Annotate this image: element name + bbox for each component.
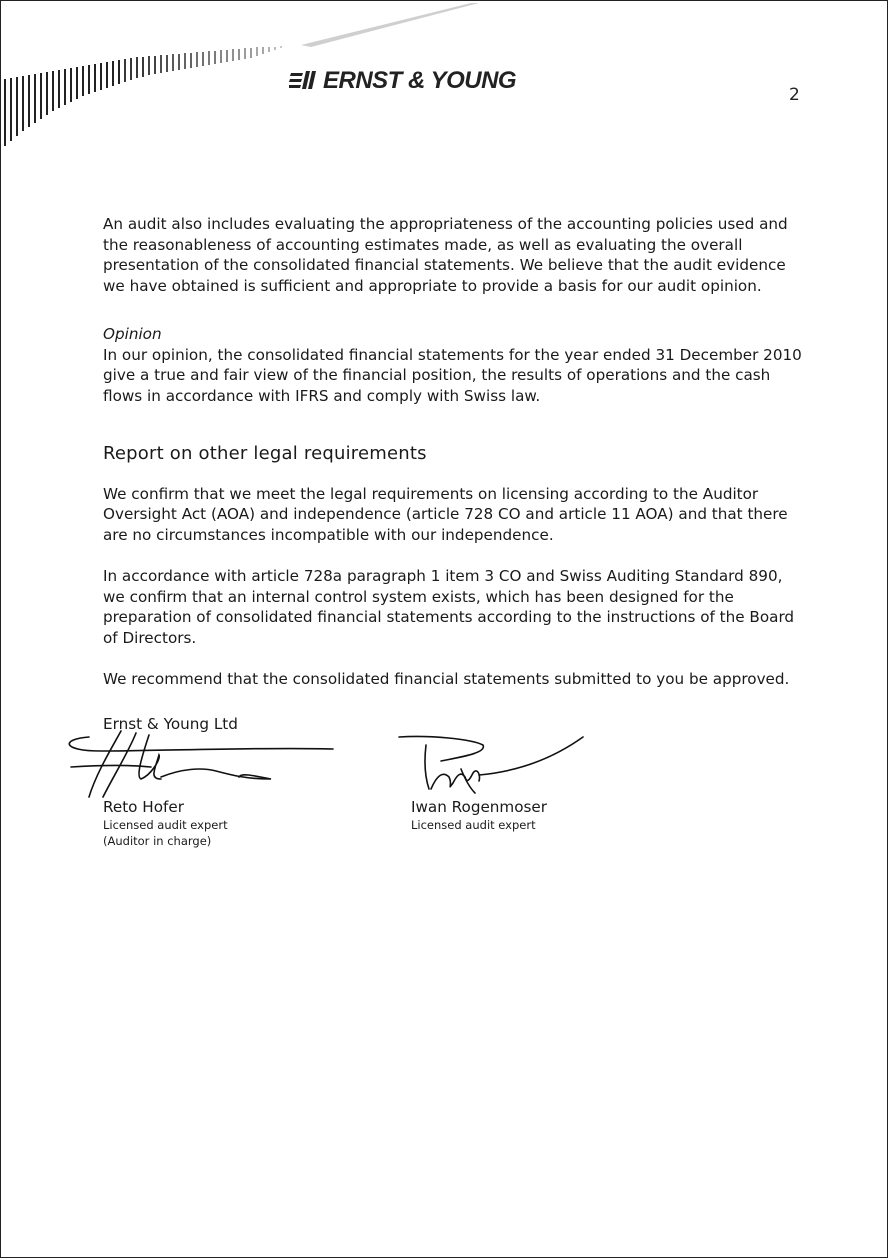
paragraph-audit-scope: An audit also includes evaluating the appropriateness of the accounting policies used and the reasonableness of accounting estimates made, as well as evaluating the overall presentation of the consolidated financial statements. We believe that the audit evidence we have obtained is sufficient and appropriate to provide a basis for our audit opinion. xyxy=(103,215,788,295)
signature-reto-hofer xyxy=(41,729,341,801)
signer-block-iwan-rogenmoser xyxy=(411,798,547,832)
document-body xyxy=(103,214,803,690)
signer-note: (Auditor in charge) xyxy=(103,834,212,848)
signature-iwan-rogenmoser xyxy=(391,727,591,797)
section-heading: Report on other legal requirements xyxy=(103,443,427,464)
paragraph-internal-control: In accordance with article 728a paragraph 1 item 3 CO and Swiss Auditing Standard 890, we confirm that an internal control system exists, which has been designed for the preparation of consolidated financial statements according to the instructions of the Board of Directors. xyxy=(103,567,795,647)
signer-role: Licensed audit expert xyxy=(411,818,536,832)
paragraph-opinion: In our opinion, the consolidated financial statements for the year ended 31 December 2010 give a true and fair view of the financial position, the results of operations and the cash flows in accordance with IFRS and comply with Swiss law. xyxy=(103,345,802,405)
paragraph-independence: We confirm that we meet the legal requirements on licensing according to the Auditor Oversight Act (AOA) and independence (article 728 CO and article 11 AOA) and that there are no circumstances incompatible with our independence. xyxy=(103,484,788,544)
signer-name: Reto Hofer xyxy=(103,798,184,816)
opinion-heading: Opinion xyxy=(103,325,162,343)
signer-name: Iwan Rogenmoser xyxy=(411,798,548,816)
signer-block-reto-hofer xyxy=(103,798,228,848)
ernst-young-logo xyxy=(289,67,516,95)
logo-text: ERNST & YOUNG xyxy=(323,67,517,94)
firm-name: Ernst & Young Ltd xyxy=(103,715,238,733)
paragraph-recommendation: We recommend that the consolidated financial statements submitted to you be approved. xyxy=(103,670,790,688)
page-number: 2 xyxy=(789,85,800,105)
signer-role: Licensed audit expert xyxy=(103,818,228,832)
logo-mark-icon xyxy=(289,67,317,95)
